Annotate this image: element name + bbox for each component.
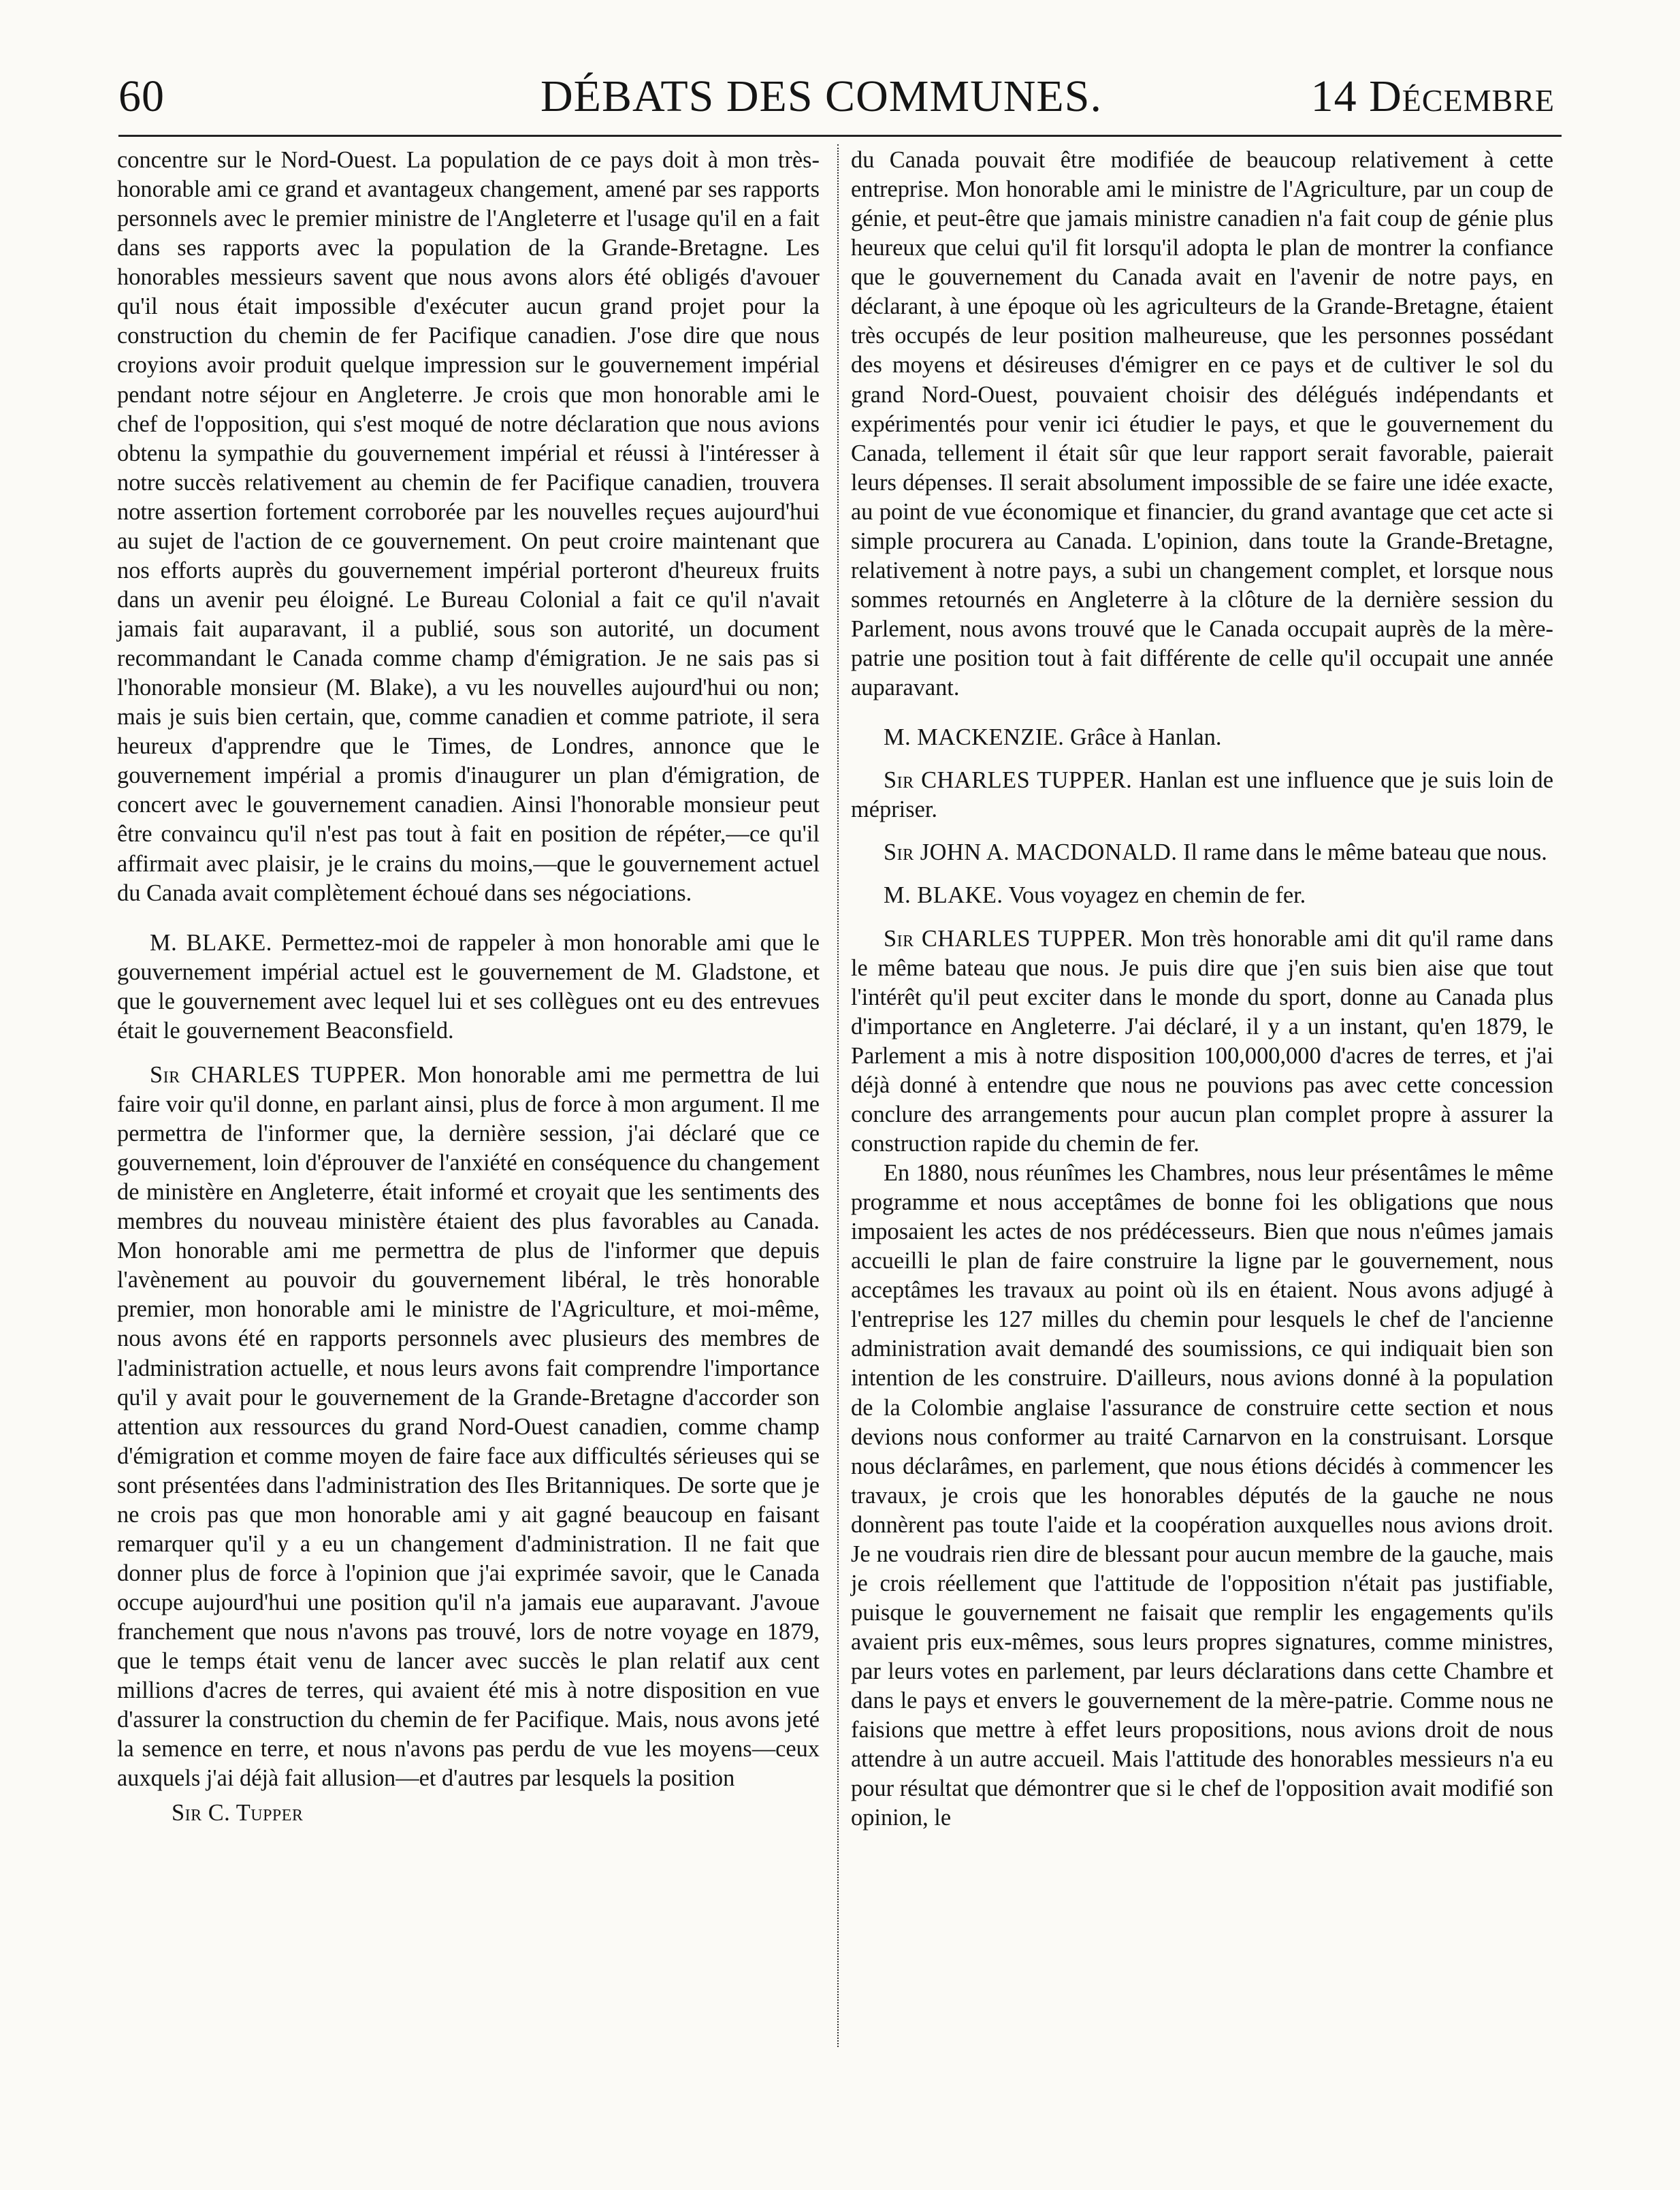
- paragraph: En 1880, nous réunîmes les Chambres, nous leur présentâmes le même programme et nous acceptâmes de bonne foi les obligations que nous imposaient les actes de nos prédécesseurs. Bien que nous n'eûmes jamais accueilli le plan de faire construire la ligne par le gouvernement, nous acceptâmes les travaux au point où ils en étaient. Nous avons adjugé à l'entreprise les 127 milles du chemin pour lesquels le chef de l'ancienne administration avait demandé des soumissions, ce qui indiquait bien son intention de les construire. D'ailleurs, nous avions donné à la population de la Colombie anglaise l'assurance de construire cette section et nous devions nous conformer au traité Carnarvon en la construisant. Lorsque nous déclarâmes, en parlement, que nous étions décidés à commencer les travaux, je crois que les honorables députés de la gauche ne nous donnèrent pas toute l'aide et la coopération auxquelles nous avions droit. Je ne voudrais rien dire de blessant pour aucun membre de la gauche, mais je crois réellement que l'attitude de l'opposition n'était pas justifiable, puisque le gouvernement ne faisait que remplir les engagements qu'ils avaient pris eux-mêmes, sous leurs propres signatures, comme ministres, par leurs votes en parlement, par leurs déclarations dans cette Chambre et dans le pays et envers le gouvernement de la mère-patrie. Comme nous ne faisions que mettre à effet leurs propositions, nous avions droit de nous attendre à un autre accueil. Mais l'attitude des honorables messieurs n'a eu pour résultat que démontrer que si le chef de l'opposition avait modifié son opinion, le: [851, 1160, 1553, 1831]
- speech-paragraph: [851, 881, 1553, 910]
- column-divider: [837, 144, 839, 2047]
- header-rule: [118, 135, 1562, 137]
- speech-text: Permettez-moi de rappeler à mon honorable ami que le gouvernement impérial actuel est le gouvernement de M. Gladstone, et que le gouvernement avec lequel lui et ses collègues ont eu des entrevues était le gouvernement Beaconsfield.: [117, 929, 820, 1044]
- speech-text: Il rame dans le même bateau que nous.: [1183, 839, 1547, 866]
- speech-paragraph: [851, 924, 1553, 1159]
- catchword: Sir C. Tupper: [172, 1800, 304, 1826]
- paragraph: du Canada pouvait être modifiée de beaucoup relativement à cette entreprise. Mon honorable ami le ministre de l'Agriculture, par un coup de génie, et peut-être que jamais ministre canadien n'a fait coup de génie plus heureux que celui qu'il fit lorsqu'il adopta le plan de montrer la confiance que le gouvernement du Canada avait en l'avenir de notre pays, en déclarant, à une époque où les agriculteurs de la Grande-Bretagne, étaient très occupés de leur position malheureuse, que les personnes possédant des moyens et désireuses d'émigrer en ce pays et de cultiver le sol du grand Nord-Ouest, pouvaient choisir des délégués indépendants et expérimentés pour venir ici étudier le pays, et que le gouvernement du Canada, tellement il était sûr que leur rapport serait favorable, paierait leurs dépenses. Il serait absolument impossible de se faire une idée exacte, au point de vue économique et financier, du grand avantage que cet acte si simple procurera au Canada. L'opinion, dans toute la Grande-Bretagne, relativement à notre pays, a subi un changement complet, et lorsque nous sommes retournés en Angleterre à la clôture de la dernière session du Parlement, nous avons trouvé que le Canada occupait auprès de la mère-patrie une position tout à fait différente de celle qu'il occupait une année auparavant.: [851, 147, 1553, 701]
- page-header: [118, 71, 1555, 125]
- speaker-name: Sir JOHN A. MACDONALD.: [884, 839, 1178, 866]
- paragraph: concentre sur le Nord-Ouest. La population de ce pays doit à mon très-honorable ami ce grand et avantageux changement, amené par ses rapports personnels avec le premier ministre de l'Angleterre et l'usage qu'il en a fait dans ses rapports avec la population de la Grande-Bretagne. Les honorables messieurs savent que nous avons alors été obligés d'avouer qu'il nous était impossible d'exécuter aucun grand projet pour la construction du chemin de fer Pacifique canadien. J'ose dire que nous croyions avoir produit quelque impression sur le gouvernement impérial pendant notre séjour en Angleterre. Je crois que mon honorable ami le chef de l'opposition, qui s'est moqué de notre déclaration que nous avions obtenu la sympathie du gouvernement impérial et réussi à l'intéresser à notre succès relativement au chemin de fer Pacifique canadien, trouvera notre assertion fortement corroborée par les nouvelles reçues aujourd'hui au sujet de l'action de ce gouvernement. On peut croire maintenant que nos efforts auprès du gouvernement impérial porteront d'heureux fruits dans un avenir peu éloigné. Le Bureau Colonial a fait ce qu'il n'avait jamais fait auparavant, il a publié, sous son autorité, un document recommandant le Canada comme champ d'émigration. Je ne sais pas si l'honorable monsieur (M. Blake), a vu les nouvelles aujourd'hui ou non; mais je suis bien certain, que, comme canadien et comme patriote, il sera heureux d'apprendre que le Times, de Londres, annonce que le gouvernement impérial a promis d'inaugurer un plan d'émigration, de concert avec le gouvernement canadien. Ainsi l'honorable monsieur peut être convaincu qu'il n'est pas tout à fait en position de répéter,—ce qu'il affirmait avec plaisir, je le crains du moins,—que le gouvernement actuel du Canada avait complètement échoué dans ses négociations.: [117, 147, 820, 906]
- speech-paragraph: [117, 929, 820, 1046]
- speech-text: Mon très honorable ami dit qu'il rame dans le même bateau que nous. Je puis dire que j'en suis bien aise que tout l'intérêt qu'il peut exciter dans le monde du sport, donne au Canada plus d'importance en Angleterre. J'ai déclaré, il y a un instant, qu'en 1879, le Parlement a mis à notre disposition 100,000,000 d'acres de terres, et j'ai déjà donné à entendre que nous ne pouvions pas avec cette concession conclure des arrangements pour aucun plan complet propre à assurer la construction rapide du chemin de fer.: [851, 925, 1553, 1157]
- speech-text: Hanlan est une influence que je suis loin de mépriser.: [851, 767, 1553, 823]
- speech-paragraph: [117, 1061, 820, 1794]
- speech-paragraph: [851, 766, 1553, 824]
- speaker-name: Sir CHARLES TUPPER.: [884, 925, 1133, 952]
- speech-text: Mon honorable ami me permettra de lui faire voir qu'il donne, en parlant ainsi, plus de force à mon argument. Il me permettra de l'informer que, la dernière session, j'ai déclaré que ce gouvernement, loin d'éprouver de l'anxiété en conséquence du changement de ministère en Angleterre, était informé et croyait que les sentiments des membres du nouveau ministère étaient des plus favorables au Canada. Mon honorable ami me permettra de plus de l'informer que depuis l'avènement au pouvoir du gouvernement libéral, le très honorable premier, mon honorable ami le ministre de l'Agriculture, et moi-même, nous avons été en rapports personnels avec plusieurs des membres de l'administration actuelle, et nous leurs avons fait comprendre l'importance qu'il y avait pour le gouvernement de la Grande-Bretagne d'accorder son attention aux ressources du grand Nord-Ouest canadien, comme champ d'émigration et comme moyen de faire face aux difficultés sérieuses qui se sont présentées dans l'administration des Iles Britanniques. De sorte que je ne crois pas que mon honorable ami y ait gagné beaucoup en faisant remarquer qu'il y a eu un changement d'administration. Il ne fait que donner plus de force à l'opinion que j'ai exprimée savoir, que le Canada occupe aujourd'hui une position qu'il n'a jamais eue auparavant. J'avoue franchement que nous n'avons pas trouvé, lors de notre voyage en 1879, que le temps était venu de lancer avec succès le plan relatif aux cent millions d'acres de terres, qui avaient été mis à notre disposition en vue d'assurer la construction du chemin de fer Pacifique. Mais, nous avons jeté la semence en terre, et nous n'avons pas perdu de vue les moyens—ceux auxquels j'ai déjà fait allusion—et d'autres par lesquels la position: [117, 1061, 820, 1792]
- speaker-name: M. MACKENZIE.: [884, 724, 1065, 751]
- speaker-name: M. BLAKE.: [884, 882, 1003, 909]
- speech-paragraph: [851, 723, 1553, 752]
- speech-text: Vous voyagez en chemin de fer.: [1008, 882, 1306, 909]
- speaker-name: M. BLAKE.: [150, 929, 272, 956]
- speaker-name: Sir CHARLES TUPPER.: [150, 1061, 406, 1088]
- page-number: 60: [118, 71, 165, 121]
- speech-text: Grâce à Hanlan.: [1069, 724, 1222, 751]
- speech-paragraph: [851, 838, 1553, 867]
- page-title: DÉBATS DES COMMUNES.: [540, 71, 1102, 121]
- page-date: 14 Décembre: [1310, 71, 1555, 121]
- right-column: [851, 146, 1553, 1833]
- left-column: [117, 146, 820, 1829]
- speaker-name: Sir CHARLES TUPPER.: [884, 767, 1133, 794]
